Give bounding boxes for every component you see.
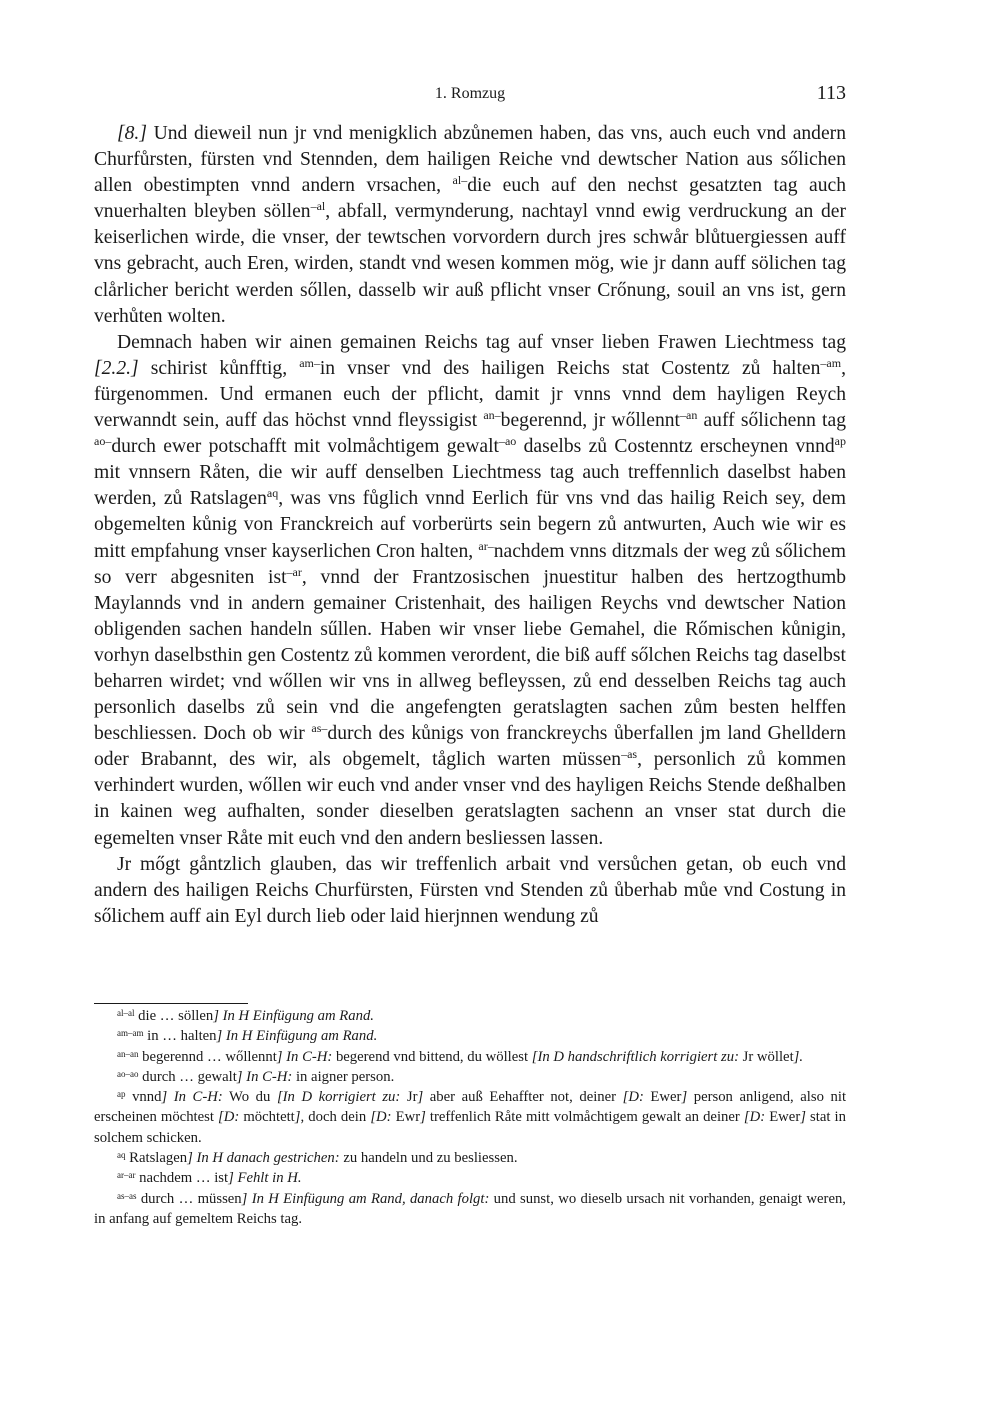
variant-text: und sunst, wo dieselb ursach nit vorhanden, genaigt weren, in anfang auf gemeltem Reichs tag.	[94, 1190, 846, 1227]
editorial-note: ] In C-H:	[276, 1048, 333, 1065]
footnote-marker: –as	[621, 747, 638, 762]
editorial-note: ] In C-H:	[161, 1089, 223, 1106]
footnote-as	[94, 1189, 846, 1230]
variant-text: Jr	[400, 1089, 418, 1106]
footnote-mark: al–al	[117, 1008, 135, 1018]
footnote-lemma: begerennd … wőllennt	[138, 1048, 277, 1065]
text-span: schirist kůnfftig,	[138, 357, 300, 379]
variant-text: , doch dein	[300, 1109, 371, 1126]
text-span: Jr mőgt gåntzlich glauben, das wir treffenlich arbait vnd versůchen getan, ob euch vnd andern des hailigen Reichs Churfürsten, Fürsten vnd Stenden zů ůberhab můe vnd Costung in sőlichem auff ain Eyl durch lieb oder laid hierjnnen wendung zů	[94, 853, 846, 927]
editorial-note: [D:	[622, 1089, 644, 1106]
variant-text: person anligend, also nit erscheinen möchtest	[94, 1089, 847, 1126]
editorial-note: ]	[800, 1109, 806, 1126]
footnote-marker: –an	[680, 408, 698, 423]
footnote-lemma: die … söllen	[134, 1008, 214, 1024]
variant-text: treffenlich Råte mitt volmåchtigem gewalt an deiner	[425, 1109, 744, 1126]
text-span: mit vnnsern Råten, die wir auff denselben Liechtmess tag auch treffennlich daselbst haben werden, zů Ratslagen	[94, 462, 846, 510]
variant-text: Ewer	[643, 1089, 682, 1106]
text-span: auff sőlichenn tag	[697, 410, 846, 432]
paragraph-3	[94, 852, 846, 930]
editorial-note: ]	[681, 1089, 688, 1106]
paragraph-1	[94, 121, 846, 330]
text-span: , vnnd der Frantzosischen jnuestitur halben des hertzogthumb Maylannds vnd in andern gemainer Cristenhait, des hailigen Reychs vnd dewtscher Nation obligenden sachen handeln sűllen. Haben wir vnser liebe Gemahel, die Rőmischen kůnigin, vorhyn daselbsthin gen Costentz zů kommen verordent, die biß auff sőlchen Reichs tag daselbst beharren wirdet; vnd wőllen wir vns in allweg befleyssen, zů end desselben Reichs tag auch personlich daselbs zů sein vnd die angefengten geratslagten sachen zům besten helffen beschliessen. Doch ob wir	[94, 566, 846, 745]
footnote-mark: as–as	[117, 1190, 137, 1201]
text-span: , fürgenommen. Und ermanen euch der pflicht, damit jr vnns vnnd dem hayligen Reych verwanndt sein, auff das höchst vnnd fleyssigist	[94, 357, 846, 432]
variant-text: Wo du	[222, 1089, 277, 1106]
date-reference: [2.2.]	[94, 357, 139, 379]
editorial-note: ]	[420, 1109, 426, 1126]
footnote-lemma: vnnd	[125, 1089, 162, 1106]
footnote-mark: am–am	[117, 1028, 144, 1039]
footnote-mark: ap	[117, 1089, 126, 1100]
editorial-note: [D:	[218, 1109, 240, 1126]
footnote-marker: –am	[820, 355, 842, 370]
footnote-marker: as–	[311, 721, 328, 736]
text-span: in vnser vnd des hailigen Reichs stat Costentz zů halten	[319, 357, 821, 379]
editorial-note: ] In H Einfügung am Rand.	[213, 1008, 374, 1024]
editorial-note: ].	[793, 1048, 804, 1065]
text-span: die euch auf den nechst gesatzten tag auch vnuerhalten bleyben söllen	[94, 175, 847, 223]
text-span: , abfall, vermynderung, nachtayl vnnd ewig verdruckung an der keiserlichen wirde, die vnser, der tewtschen vorvordern durch jres schwår blůtuergiessen auff vns gebracht, auch Eren, wirden, standt vnd wesen kommen mög, wie jr dann auff sölichen tag clårlicher bericht werden sőllen, dasselb wir auß pflicht vnser Crőnung, souil an vns ist, gern verhůten wolten.	[94, 201, 846, 327]
editorial-note: ] In C-H:	[236, 1068, 293, 1085]
variant-text: stat in solchem schicken.	[94, 1109, 846, 1146]
editorial-note: ] In H danach gestrichen:	[187, 1150, 340, 1167]
footnote-lemma: in … halten	[143, 1028, 217, 1045]
footnote-am	[94, 1026, 846, 1046]
footnote-marker: al–	[452, 173, 468, 188]
editorial-note: [D:	[370, 1109, 392, 1126]
text-span: daselbs zů Costenntz erscheynen vnnd	[516, 436, 835, 458]
text-span: durch ewer potschafft mit volmåchtigem gewalt	[111, 436, 499, 458]
running-title: 1. Romzug	[434, 85, 506, 102]
footnote-aq	[94, 1148, 846, 1168]
variant-text: begerend vnd bittend, du wöllest	[332, 1048, 532, 1065]
footnote-marker: ap	[834, 434, 846, 449]
footnote-ap	[94, 1087, 846, 1148]
text-span: , was vns fůglich vnnd Eerlich für vns vnd das hailig Reich sey, dem obgemelten kůnig von Franckreich auf vorberürts sein begern zů antwurten, Auch wie wir es mitt empfahung vnser kayserlichen Cron halten,	[94, 488, 846, 562]
document-page	[94, 0, 846, 1418]
variant-text: aber auß Eehaffter not, deiner	[423, 1089, 623, 1106]
editorial-note: ]	[294, 1109, 301, 1126]
variant-text: Jr wöllet	[738, 1048, 794, 1065]
footnote-ao	[94, 1067, 846, 1087]
text-span: Demnach haben wir ainen gemainen Reichs tag auf vnser lieben Frawen Liechtmess tag	[117, 331, 846, 353]
footnote-mark: aq	[117, 1150, 126, 1161]
paragraph-2	[94, 330, 846, 852]
footnote-marker: –ar	[286, 564, 302, 579]
editorial-note: [D:	[743, 1109, 766, 1126]
variant-text: Ewr	[391, 1109, 421, 1126]
variant-text: möchtett	[239, 1109, 295, 1126]
footnote-divider	[94, 1003, 248, 1004]
variant-text: zu handeln und zu besliessen.	[339, 1150, 518, 1167]
footnote-al	[94, 1006, 846, 1026]
editorial-note: ] Fehlt in H.	[228, 1170, 302, 1187]
text-span: Und dieweil nun jr vnd menigklich abzůnemen haben, das vns, auch euch vnd andern Churfůrsten, fürsten vnd Stennden, dem hailigen Reiche vnd dewtscher Nation aus sőlichen allen obestimpten vnnd andern vrsachen,	[94, 123, 846, 197]
text-span: begerennd, jr wőllennt	[500, 410, 680, 432]
footnote-ar	[94, 1168, 846, 1188]
footnote-an	[94, 1047, 846, 1067]
variant-text: in aigner person.	[292, 1068, 395, 1085]
footnote-marker: an–	[483, 408, 501, 423]
editorial-note: ] In H Einfügung am Rand, danach folgt:	[241, 1190, 490, 1207]
date-reference: [8.]	[117, 123, 147, 144]
variant-text: Ewer	[765, 1109, 801, 1126]
footnote-mark: ar–ar	[117, 1170, 136, 1181]
editorial-note: [In D handschriftlich korrigiert zu:	[531, 1048, 739, 1065]
footnote-marker: ao–	[94, 434, 112, 449]
text-span: nachdem vnns ditzmals der weg zů sőlichem so verr abgesniten ist	[94, 540, 846, 588]
footnote-lemma: durch … gewalt	[138, 1068, 237, 1085]
footnote-mark: ao–ao	[117, 1068, 139, 1079]
footnote-marker: am–	[299, 355, 320, 370]
page-number: 113	[816, 82, 846, 104]
footnote-lemma: Ratslagen	[125, 1150, 188, 1167]
main-text	[94, 121, 846, 930]
text-span: durch des kůnigs von franckreychs ůberfallen jm land Ghelldern oder Brabannt, des wir, als obgemelt, tåglich warten müssen	[94, 723, 846, 771]
footnote-marker: ar–	[478, 538, 494, 553]
editorial-note: ]	[417, 1089, 424, 1106]
footnote-marker: –al	[310, 199, 326, 214]
footnote-marker: aq	[266, 486, 279, 501]
editorial-note: ] In H Einfügung am Rand.	[216, 1028, 378, 1045]
footnote-marker: –ao	[498, 434, 517, 449]
text-span: , personlich zů kommen verhindert wurden, wőllen wir euch vnd ander vnser vnd des hayligen Reichs Stende deßhalben in kainen weg aufhalten, sonder dieselben geratslagten sachenn an vnser stat durch die egemelten vnser Råte mit euch vnd den andern besliessen lassen.	[94, 749, 847, 849]
footnote-lemma: nachdem … ist	[135, 1170, 229, 1187]
footnote-lemma: durch … müssen	[136, 1190, 242, 1207]
footnote-mark: an–an	[117, 1048, 139, 1059]
footnotes	[94, 1006, 846, 1229]
running-head	[94, 82, 846, 106]
editorial-note: [In D korrigiert zu:	[276, 1089, 401, 1106]
